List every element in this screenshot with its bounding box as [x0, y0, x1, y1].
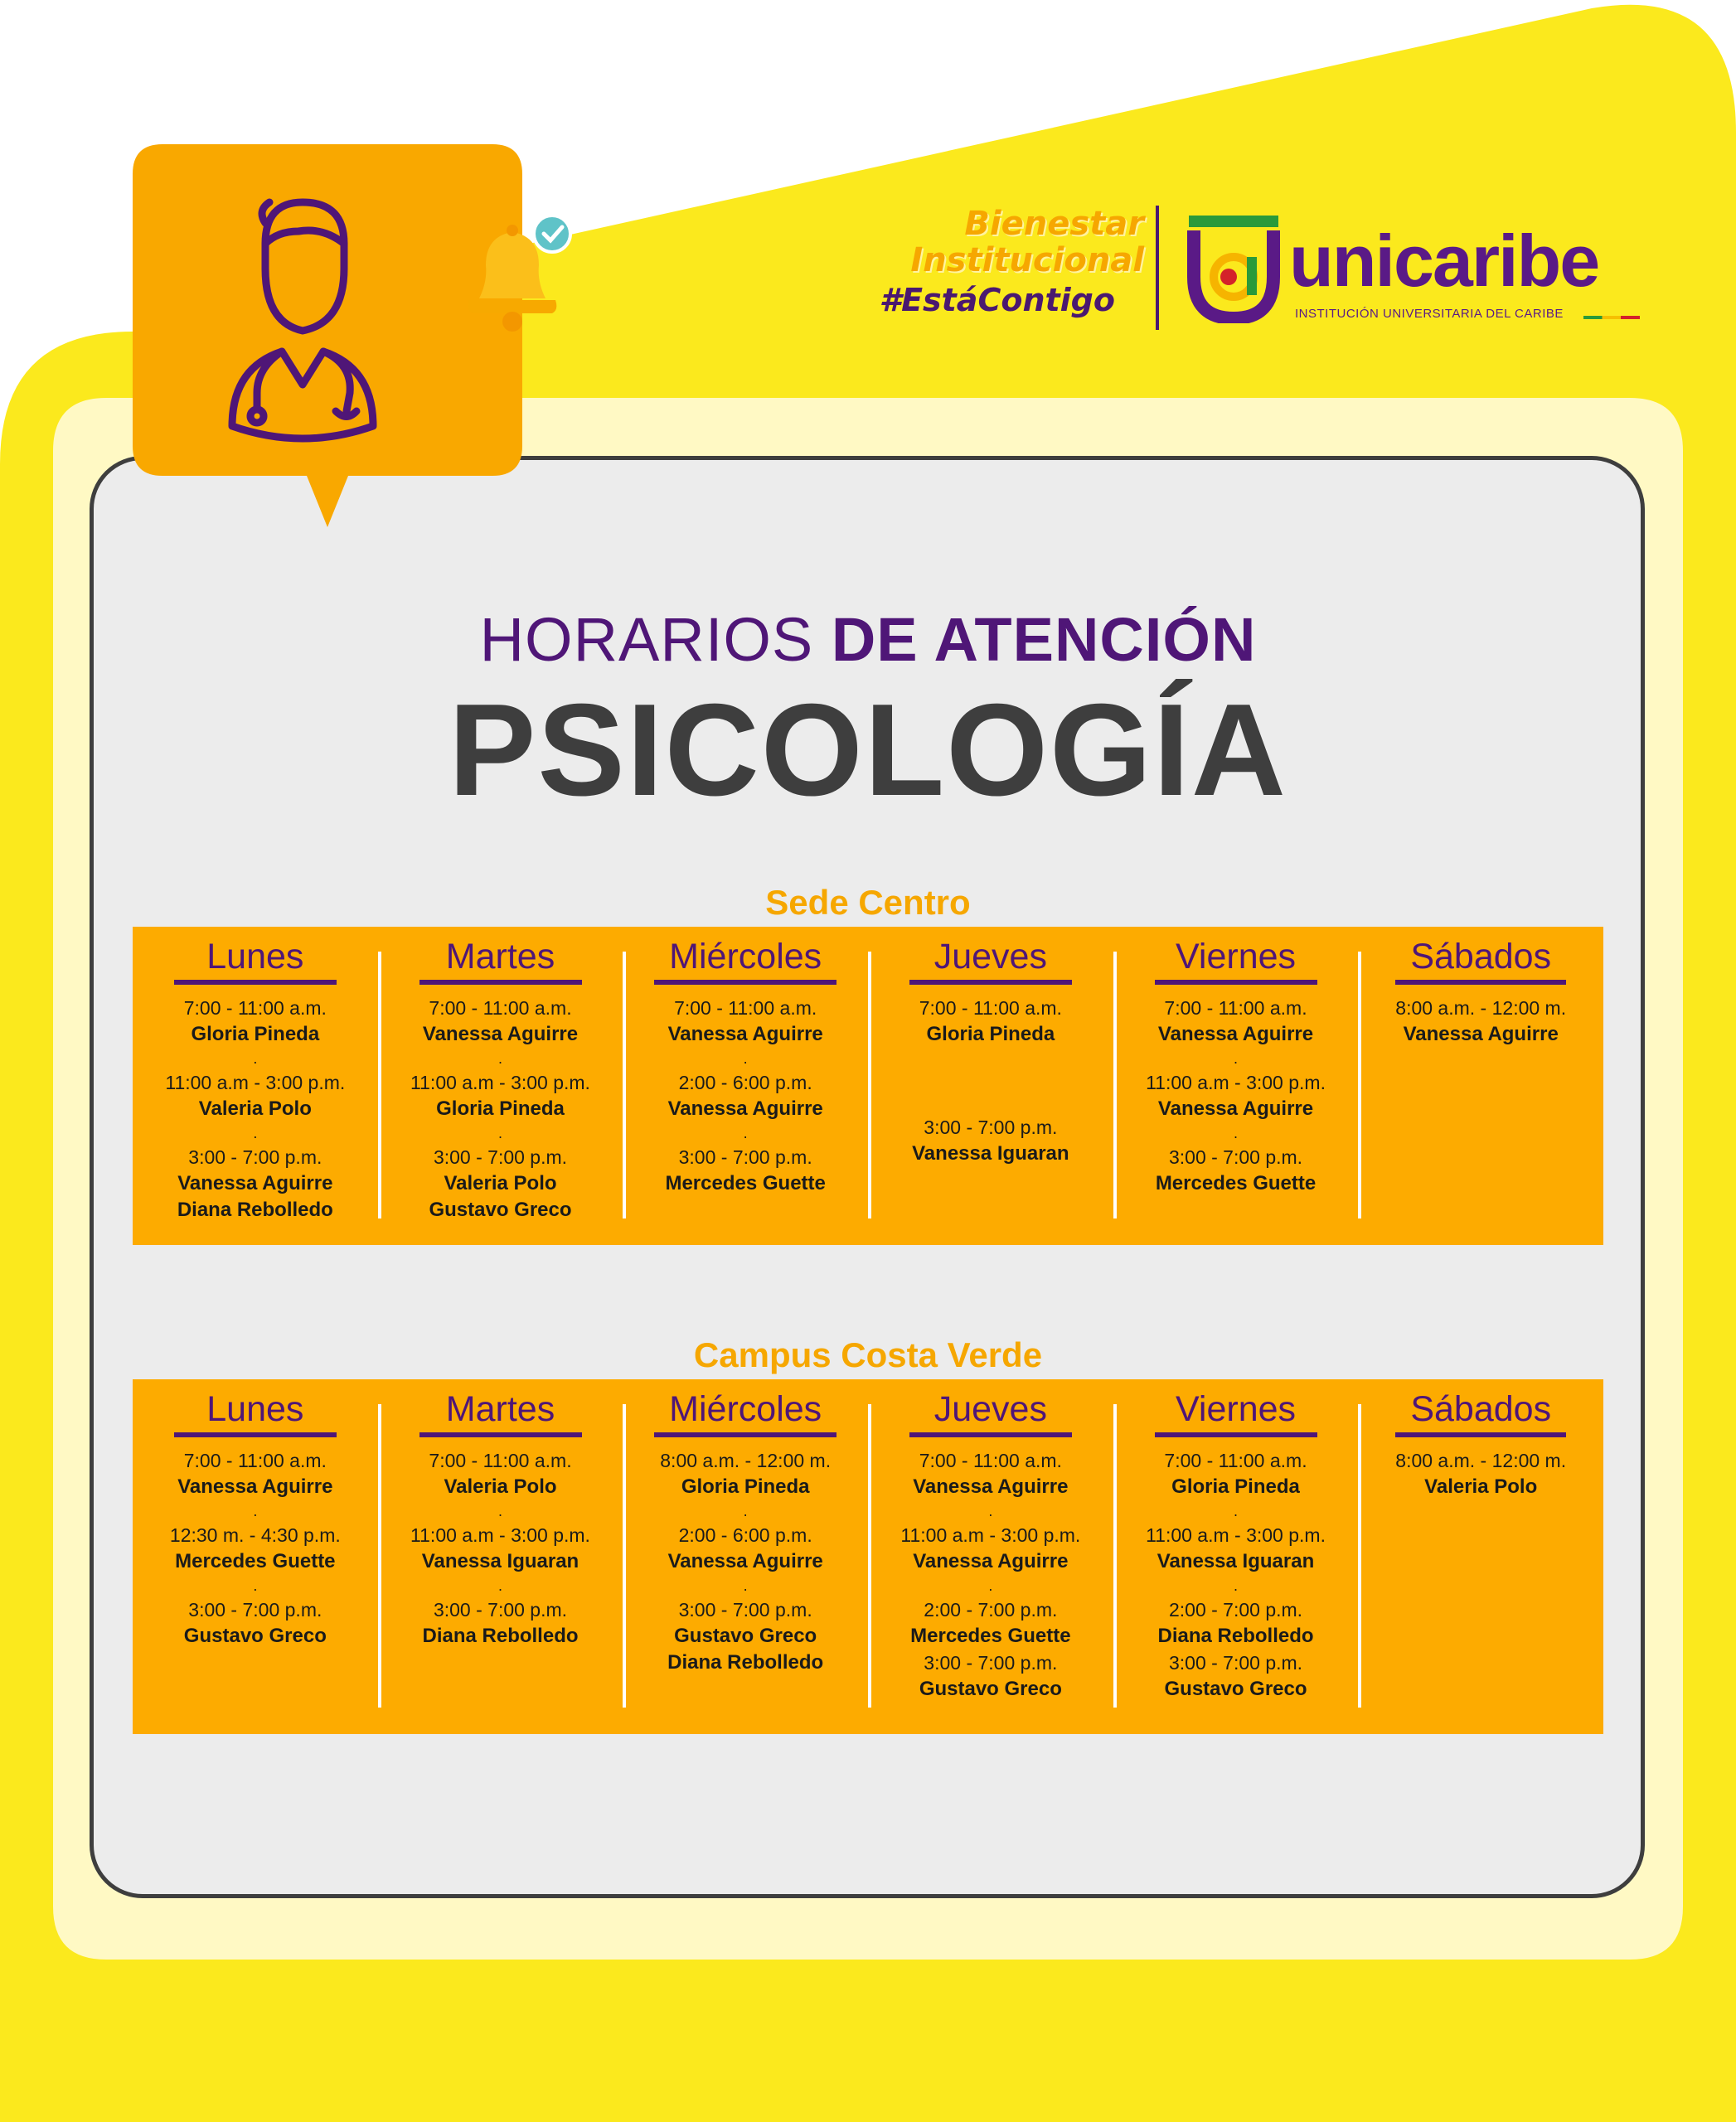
- slot-list: [623, 995, 868, 1197]
- unicaribe-logo-icon: [1186, 211, 1282, 323]
- time-slot: [1113, 1596, 1359, 1650]
- slot-time: 8:00 a.m. - 12:00 m.: [660, 1450, 832, 1471]
- check-icon: [534, 216, 570, 252]
- slot-time: 7:00 - 11:00 a.m.: [429, 997, 572, 1019]
- psychologist-name: Vanessa Aguirre: [1403, 1023, 1559, 1045]
- page-title-line1: [0, 605, 1736, 675]
- day-column: [133, 927, 378, 1245]
- time-slot: [1358, 995, 1603, 1048]
- slot-separator: .: [253, 1050, 258, 1067]
- day-name: Jueves: [909, 935, 1072, 985]
- psychologist-name: Diana Rebolledo: [422, 1625, 579, 1647]
- day-name: Viernes: [1155, 1388, 1317, 1437]
- time-slot: [1113, 1144, 1359, 1197]
- psychologist-name: Vanessa Aguirre: [177, 1172, 333, 1194]
- day-column: [378, 927, 623, 1245]
- time-slot: [623, 1144, 868, 1197]
- time-slot: [133, 1144, 378, 1223]
- psychologist-name: Gloria Pineda: [681, 1475, 810, 1498]
- schedule-table-costa-verde: [133, 1379, 1603, 1734]
- hashtag: #EstáContigo: [879, 282, 1115, 318]
- time-slot: [623, 1069, 868, 1122]
- slot-time: 3:00 - 7:00 p.m.: [433, 1146, 568, 1168]
- psychologist-name: Gloria Pineda: [1171, 1475, 1300, 1498]
- time-slot: [378, 1447, 623, 1500]
- slot-separator: .: [1234, 1577, 1239, 1594]
- psychologist-name: Vanessa Aguirre: [913, 1550, 1069, 1572]
- title-bold: DE ATENCIÓN: [831, 605, 1257, 674]
- slot-time: 7:00 - 11:00 a.m.: [674, 997, 817, 1019]
- psychologist-name: Gustavo Greco: [919, 1678, 1062, 1700]
- day-name: Miércoles: [654, 935, 836, 985]
- time-slot: [623, 1447, 868, 1500]
- psychologist-name: Vanessa Iguaran: [421, 1550, 579, 1572]
- slot-separator: .: [743, 1577, 748, 1594]
- time-slot: [1113, 1522, 1359, 1575]
- psychologist-name: Gustavo Greco: [1164, 1678, 1307, 1700]
- title-normal: HORARIOS: [479, 605, 832, 674]
- slot-list: [868, 995, 1113, 1167]
- brand-subtitle: INSTITUCIÓN UNIVERSITARIA DEL CARIBE: [1295, 307, 1564, 321]
- slot-time: 2:00 - 6:00 p.m.: [678, 1072, 812, 1093]
- slot-time: 7:00 - 11:00 a.m.: [429, 1450, 572, 1471]
- time-slot: [868, 1596, 1113, 1650]
- campus-title-centro: Sede Centro: [765, 883, 971, 922]
- psychologist-name: Vanessa Aguirre: [1157, 1097, 1314, 1120]
- psychologist-name: Diana Rebolledo: [667, 1651, 824, 1674]
- slot-list: [623, 1447, 868, 1676]
- slot-list: [133, 1447, 378, 1650]
- psychologist-name: Gloria Pineda: [436, 1097, 565, 1120]
- time-slot: [1358, 1447, 1603, 1500]
- slot-list: [1113, 1447, 1359, 1703]
- slot-time: 2:00 - 7:00 p.m.: [924, 1599, 1058, 1621]
- bell-icon: [446, 207, 579, 340]
- day-name: Sábados: [1395, 935, 1566, 985]
- campus-title-costa-verde: Campus Costa Verde: [693, 1335, 1043, 1374]
- time-slot: [133, 1522, 378, 1575]
- slot-time: 3:00 - 7:00 p.m.: [433, 1599, 568, 1621]
- slot-time: 12:30 m. - 4:30 p.m.: [169, 1524, 341, 1546]
- day-name: Lunes: [174, 1388, 337, 1437]
- slot-separator: .: [988, 1577, 993, 1594]
- slot-separator: .: [1234, 1125, 1239, 1141]
- slot-time: 3:00 - 7:00 p.m.: [1168, 1652, 1303, 1674]
- time-slot: [378, 1522, 623, 1575]
- slot-separator: .: [498, 1125, 503, 1141]
- slot-time: 7:00 - 11:00 a.m.: [183, 1450, 327, 1471]
- slot-separator: .: [743, 1125, 748, 1141]
- time-slot: [133, 1069, 378, 1122]
- day-column: [623, 927, 868, 1245]
- slot-time: 11:00 a.m - 3:00 p.m.: [900, 1524, 1081, 1546]
- schedule-table-centro: [133, 927, 1603, 1245]
- psychologist-name: Vanessa Aguirre: [667, 1097, 823, 1120]
- time-slot: [1113, 1650, 1359, 1703]
- day-name: Lunes: [174, 935, 337, 985]
- slot-separator: .: [743, 1050, 748, 1067]
- slot-time: 11:00 a.m - 3:00 p.m.: [165, 1072, 346, 1093]
- slot-list: [1113, 995, 1359, 1197]
- psychologist-name: Mercedes Guette: [175, 1550, 336, 1572]
- day-name: Viernes: [1155, 935, 1317, 985]
- program-name: [837, 206, 1144, 279]
- psychologist-name: Vanessa Aguirre: [667, 1023, 823, 1045]
- slot-list: [378, 1447, 623, 1650]
- slot-list: [133, 995, 378, 1223]
- time-slot: [623, 1522, 868, 1575]
- day-column: [378, 1379, 623, 1734]
- brand-color-bar: [1583, 316, 1640, 319]
- slot-separator: .: [498, 1503, 503, 1519]
- psychologist-name: Mercedes Guette: [1155, 1172, 1317, 1194]
- time-slot: [868, 995, 1113, 1048]
- slot-time: 7:00 - 11:00 a.m.: [1164, 1450, 1307, 1471]
- day-column: [868, 1379, 1113, 1734]
- slot-list: [378, 995, 623, 1223]
- time-slot: [378, 1596, 623, 1650]
- slot-list: [1358, 995, 1603, 1048]
- day-column: [1358, 927, 1603, 1245]
- slot-separator: .: [498, 1050, 503, 1067]
- slot-time: 2:00 - 7:00 p.m.: [1168, 1599, 1303, 1621]
- psychologist-name: Gustavo Greco: [674, 1625, 817, 1647]
- day-name: Miércoles: [654, 1388, 836, 1437]
- slot-time: 3:00 - 7:00 p.m.: [188, 1146, 322, 1168]
- psychologist-name: Valeria Polo: [1424, 1475, 1538, 1498]
- psychologist-name: Vanessa Aguirre: [913, 1475, 1069, 1498]
- slot-time: 7:00 - 11:00 a.m.: [1164, 997, 1307, 1019]
- slot-gap: [868, 1048, 1113, 1114]
- day-column: [1358, 1379, 1603, 1734]
- day-column: [1113, 1379, 1359, 1734]
- brand-divider: [1156, 206, 1159, 330]
- psychologist-name: Vanessa Aguirre: [1157, 1023, 1314, 1045]
- brand-wordmark: unicaribe: [1289, 220, 1599, 302]
- psychologist-name: Gustavo Greco: [429, 1199, 572, 1221]
- psychologist-name: Gustavo Greco: [183, 1625, 327, 1647]
- time-slot: [133, 1596, 378, 1650]
- psychologist-name: Vanessa Aguirre: [177, 1475, 333, 1498]
- slot-time: 7:00 - 11:00 a.m.: [919, 1450, 1062, 1471]
- time-slot: [378, 995, 623, 1048]
- psychologist-name: Gloria Pineda: [191, 1023, 320, 1045]
- time-slot: [378, 1144, 623, 1223]
- slot-list: [1358, 1447, 1603, 1500]
- psychologist-name: Diana Rebolledo: [177, 1199, 333, 1221]
- program-line-2: Institucional: [910, 241, 1144, 279]
- day-column: [133, 1379, 378, 1734]
- slot-time: 11:00 a.m - 3:00 p.m.: [1146, 1072, 1326, 1093]
- day-name: Jueves: [909, 1388, 1072, 1437]
- day-column: [623, 1379, 868, 1734]
- time-slot: [868, 1447, 1113, 1500]
- time-slot: [868, 1522, 1113, 1575]
- time-slot: [623, 1596, 868, 1676]
- slot-separator: .: [988, 1503, 993, 1519]
- day-column: [868, 927, 1113, 1245]
- psychologist-name: Vanessa Iguaran: [1157, 1550, 1315, 1572]
- time-slot: [1113, 995, 1359, 1048]
- psychologist-name: Valeria Polo: [444, 1475, 557, 1498]
- slot-time: 7:00 - 11:00 a.m.: [183, 997, 327, 1019]
- day-name: Martes: [419, 1388, 582, 1437]
- slot-time: 3:00 - 7:00 p.m.: [188, 1599, 322, 1621]
- time-slot: [868, 1114, 1113, 1167]
- slot-time: 11:00 a.m - 3:00 p.m.: [410, 1524, 590, 1546]
- time-slot: [1113, 1069, 1359, 1122]
- slot-separator: .: [253, 1577, 258, 1594]
- slot-time: 8:00 a.m. - 12:00 m.: [1395, 1450, 1567, 1471]
- slot-time: 11:00 a.m - 3:00 p.m.: [1146, 1524, 1326, 1546]
- time-slot: [868, 1650, 1113, 1703]
- slot-separator: .: [1234, 1050, 1239, 1067]
- psychologist-name: Gloria Pineda: [926, 1023, 1055, 1045]
- psychologist-name: Mercedes Guette: [910, 1625, 1071, 1647]
- time-slot: [1113, 1447, 1359, 1500]
- program-line-1: Bienestar: [964, 205, 1144, 243]
- psychologist-name: Vanessa Aguirre: [667, 1550, 823, 1572]
- slot-time: 3:00 - 7:00 p.m.: [924, 1652, 1058, 1674]
- slot-time: 8:00 a.m. - 12:00 m.: [1395, 997, 1567, 1019]
- slot-time: 2:00 - 6:00 p.m.: [678, 1524, 812, 1546]
- psychologist-name: Diana Rebolledo: [1157, 1625, 1314, 1647]
- slot-time: 3:00 - 7:00 p.m.: [1168, 1146, 1303, 1168]
- slot-time: 7:00 - 11:00 a.m.: [919, 997, 1062, 1019]
- slot-separator: .: [743, 1503, 748, 1519]
- slot-list: [868, 1447, 1113, 1703]
- slot-separator: .: [253, 1503, 258, 1519]
- slot-time: 3:00 - 7:00 p.m.: [678, 1599, 812, 1621]
- time-slot: [133, 1447, 378, 1500]
- psychologist-name: Valeria Polo: [444, 1172, 557, 1194]
- time-slot: [378, 1069, 623, 1122]
- slot-time: 3:00 - 7:00 p.m.: [678, 1146, 812, 1168]
- slot-time: 11:00 a.m - 3:00 p.m.: [410, 1072, 590, 1093]
- time-slot: [133, 995, 378, 1048]
- page-title-main: PSICOLOGÍA: [449, 677, 1287, 823]
- psychologist-name: Vanessa Iguaran: [912, 1142, 1069, 1165]
- slot-separator: .: [1234, 1503, 1239, 1519]
- psychologist-name: Vanessa Aguirre: [422, 1023, 579, 1045]
- time-slot: [623, 995, 868, 1048]
- brand-header: [837, 206, 1666, 338]
- slot-separator: .: [253, 1125, 258, 1141]
- psychologist-name: Mercedes Guette: [665, 1172, 826, 1194]
- psychologist-name: Valeria Polo: [198, 1097, 312, 1120]
- day-name: Martes: [419, 935, 582, 985]
- day-name: Sábados: [1395, 1388, 1566, 1437]
- slot-separator: .: [498, 1577, 503, 1594]
- slot-time: 3:00 - 7:00 p.m.: [924, 1117, 1058, 1138]
- day-column: [1113, 927, 1359, 1245]
